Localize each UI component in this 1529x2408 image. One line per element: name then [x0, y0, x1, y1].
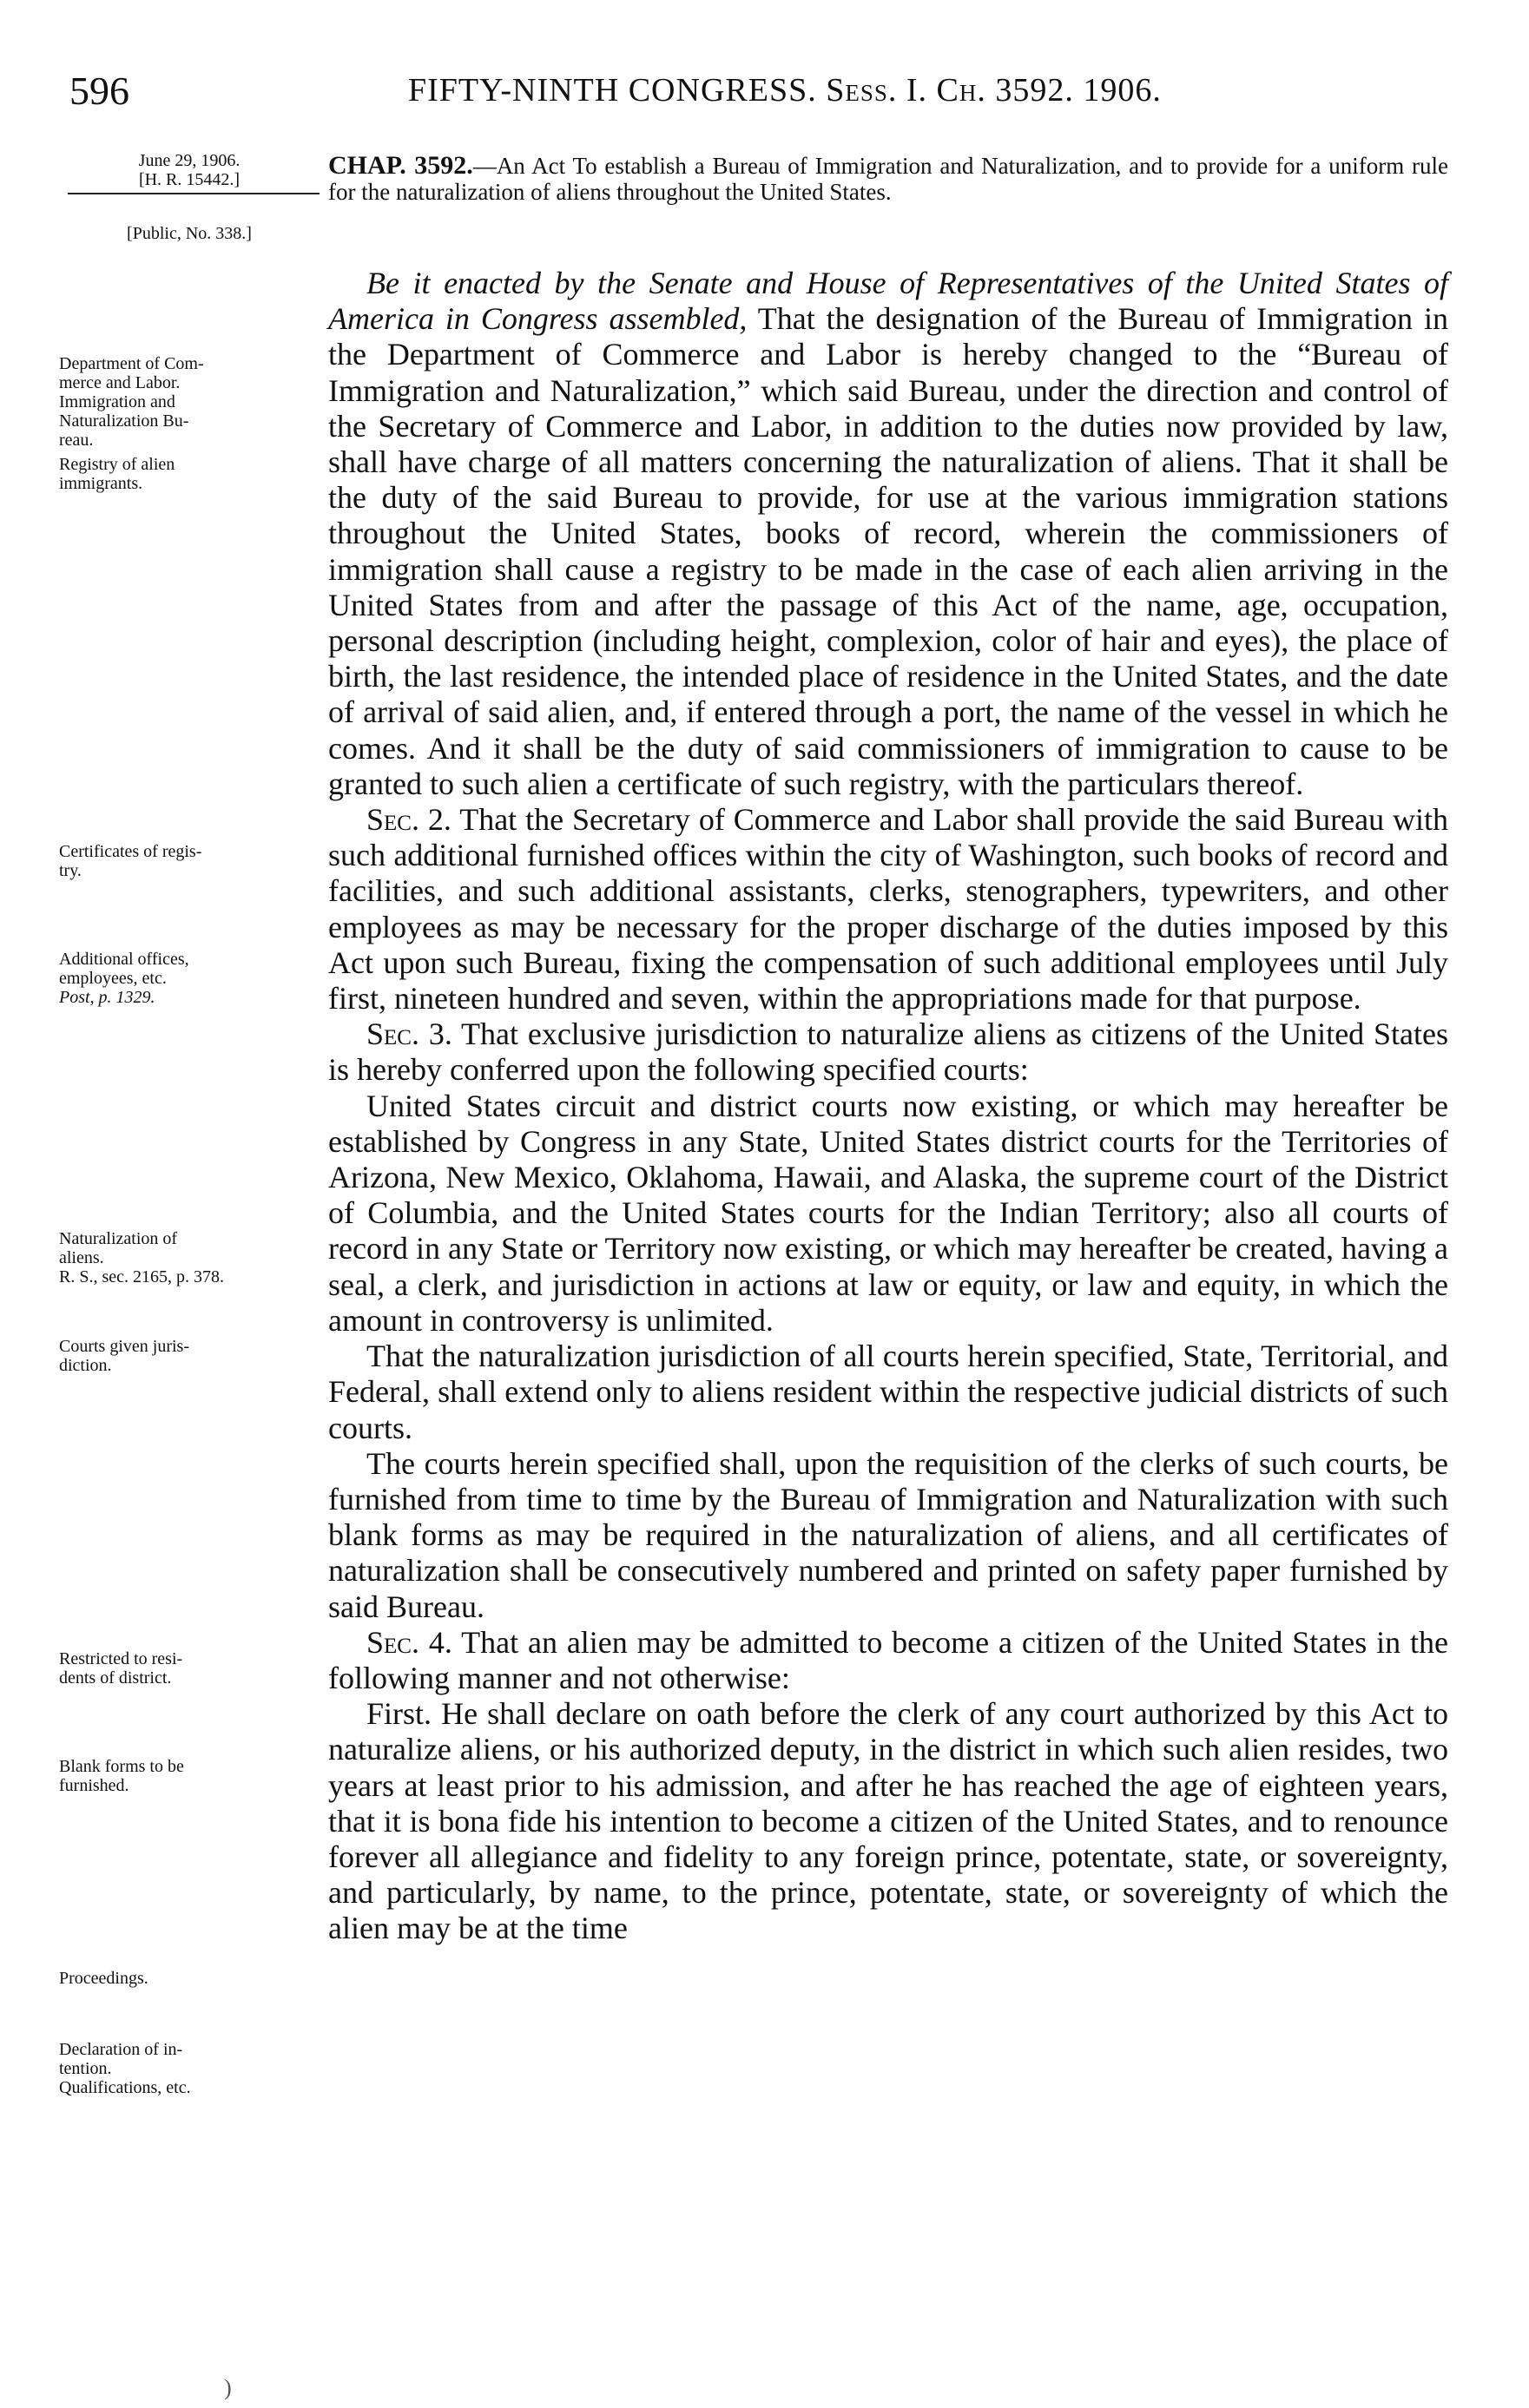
enacting-clause: Be it enacted by the Senate and House of Representatives of the United States of America in Congress assembled,	[328, 266, 1448, 337]
sidenote-line: diction.	[59, 1356, 112, 1375]
sidenote-line: R. S., sec. 2165, p. 378.	[59, 1267, 224, 1286]
section-3-label: Sec. 3.	[366, 1016, 452, 1052]
restriction-paragraph: That the naturalization jurisdiction of all courts herein specified, State, Territorial, and Federal, shall extend only to aliens resident within the respective judicial districts of such courts.	[328, 1339, 1448, 1445]
sidenote-date-bill	[59, 151, 320, 189]
sidenote-line: dents of district.	[59, 1668, 172, 1688]
sidenote-line: tention.	[59, 2059, 112, 2078]
sidenote-line: reau.	[59, 431, 94, 450]
sidenote-line: Blank forms to be	[59, 1757, 184, 1776]
sidenote-line: aliens.	[59, 1248, 104, 1267]
sidenote-line: Restricted to resi-	[59, 1649, 183, 1668]
sidenote-additional-offices	[59, 950, 320, 1007]
chapter-title: —An Act To establish a Bureau of Immigration and Naturalization, and to provide for a uniform rule for the naturalization of aliens throughout the United States.	[328, 153, 1448, 205]
margin-mark: )	[224, 2375, 232, 2400]
sidenote-line: immigrants.	[59, 474, 143, 493]
statute-body	[328, 266, 1448, 1947]
running-head-congress: FIFTY-NINTH CONGRESS.	[408, 72, 817, 109]
sidenote-line: Naturalization of	[59, 1229, 178, 1248]
chapter-label: CHAP. 3592.	[328, 151, 473, 180]
sidenote-department	[59, 354, 320, 450]
sidenote-public-no	[59, 224, 320, 243]
courts-paragraph: United States circuit and district courts now existing, or which may hereafter be established by Congress in any State, United States district courts for the Territories of Arizona, New Mexico, Oklahoma, Hawaii, and Alaska, the supreme court of the District of Columbia, and the United States courts for the Indian Territory; also all courts of record in any State or Territory now existing, or which may hereafter be created, having a seal, a clerk, and jurisdiction in actions at law or equity, or law and equity, in which the amount in controversy is unlimited.	[328, 1088, 1448, 1338]
sidenote-line: Post, p. 1329.	[59, 988, 155, 1007]
sidenote-line: Department of Com-	[59, 354, 204, 373]
sidenote-line: Registry of alien	[59, 455, 175, 474]
section-1-text: That the designation of the Bureau of Immigration in the Department of Commerce and Labor is hereby changed to the “Bureau of Immigration and Naturalization,” which said Bureau, under the direction and control of the Secretary of Commerce and Labor, in addition to the duties now provided by law, shall have charge of all matters concerning the naturalization of aliens. That it shall be the duty of the said Bureau to provide, for use at the various immigration stations throughout the United States, books of record, wherein the commissioners of immigration shall cause a registry to be made in the case of each alien arriving in the United States from and after the passage of this Act of the name, age, occupation, personal description (including height, complexion, color of hair and eyes), the place of birth, the last residence, the intended place of residence in the United States, and the date of arrival of said alien, and, if entered through a port, the name of the vessel in which he comes. And it shall be the duty of said commissioners of immigration to cause to be granted to such alien a certificate of such registry, with the particulars thereof.	[328, 301, 1448, 801]
sidenote-line: Naturalization Bu-	[59, 411, 189, 431]
chapter-title-paragraph	[328, 153, 1448, 205]
running-head-session: Sess. I. Ch. 3592. 1906.	[826, 72, 1162, 109]
running-head	[408, 71, 1162, 109]
section-2-text: That the Secretary of Commerce and Labor shall provide the said Bureau with such additional furnished offices within the city of Washington, such books of record and facilities, and such additional assistants, clerks, stenographers, typewriters, and other employees as may be necessary for the proper discharge of the duties imposed by this Act upon such Bureau, fixing the compensation of such additional employees until July first, nineteen hundred and seven, within the appropriations made for that purpose.	[328, 802, 1449, 1016]
sidenote-date: June 29, 1906.	[138, 151, 241, 170]
first-requirement-paragraph: First. He shall declare on oath before the clerk of any court authorized by this Act to naturalize aliens, or his authorized deputy, in the district in which such alien resides, two years at least prior to his admission, and after he has reached the age of eighteen years, that it is bona fide his intention to become a citizen of the United States, and to renounce forever all allegiance and fidelity to any foreign prince, potentate, state, or sovereignty, and particularly, by name, to the prince, potentate, state, or sovereignty of which the alien may be at the time	[328, 1696, 1448, 1946]
sidenote-line: furnished.	[59, 1776, 129, 1795]
sidenote-line: Courts given juris-	[59, 1337, 189, 1356]
section-4-text: That an alien may be admitted to become a citizen of the United States in the following manner and not otherwise:	[328, 1624, 1449, 1695]
sidenote-courts-jurisdiction	[59, 1337, 320, 1375]
section-2-label: Sec. 2.	[366, 802, 451, 838]
blank-forms-paragraph: The courts herein specified shall, upon the requisition of the clerks of such courts, be furnished from time to time by the Bureau of Immigration and Naturalization with such blank forms as may be required in the naturalization of aliens, and all certificates of naturalization shall be consecutively numbered and printed on safety paper furnished by said Bureau.	[328, 1445, 1448, 1624]
page-number: 596	[69, 69, 129, 113]
sidenote-proceedings	[59, 1969, 320, 1988]
section-3-text: That exclusive jurisdiction to naturalize aliens as citizens of the United States is hereby conferred upon the following specified courts:	[328, 1016, 1449, 1088]
section-2	[328, 802, 1448, 1016]
section-4-label: Sec. 4.	[366, 1624, 452, 1660]
sidenote-line: try.	[59, 861, 82, 880]
sidenote-public-number: [Public, No. 338.]	[127, 224, 252, 243]
sidenote-bill-number: [H. R. 15442.]	[138, 170, 241, 189]
sidenote-certificates	[59, 842, 320, 880]
sidenote-line: Certificates of regis-	[59, 842, 202, 861]
sidenote-restricted	[59, 1649, 320, 1688]
sidenote-line: merce and Labor.	[59, 373, 181, 392]
sidenote-rule	[68, 193, 320, 194]
sidenote-line: Proceedings.	[59, 1969, 148, 1988]
sidenote-line: Qualifications, etc.	[59, 2078, 191, 2097]
sidenote-registry	[59, 455, 320, 493]
section-3	[328, 1016, 1448, 1088]
chapter-heading	[328, 153, 1448, 205]
sidenote-line: Additional offices,	[59, 950, 189, 969]
sidenote-line: employees, etc.	[59, 969, 167, 988]
sidenote-naturalization	[59, 1229, 320, 1286]
sidenote-line: Immigration and	[59, 392, 175, 411]
section-4	[328, 1625, 1448, 1696]
sidenote-declaration	[59, 2040, 320, 2097]
page-header	[69, 68, 1459, 120]
sidenote-blank-forms	[59, 1757, 320, 1795]
section-1	[328, 266, 1448, 802]
sidenote-line: Declaration of in-	[59, 2040, 183, 2059]
